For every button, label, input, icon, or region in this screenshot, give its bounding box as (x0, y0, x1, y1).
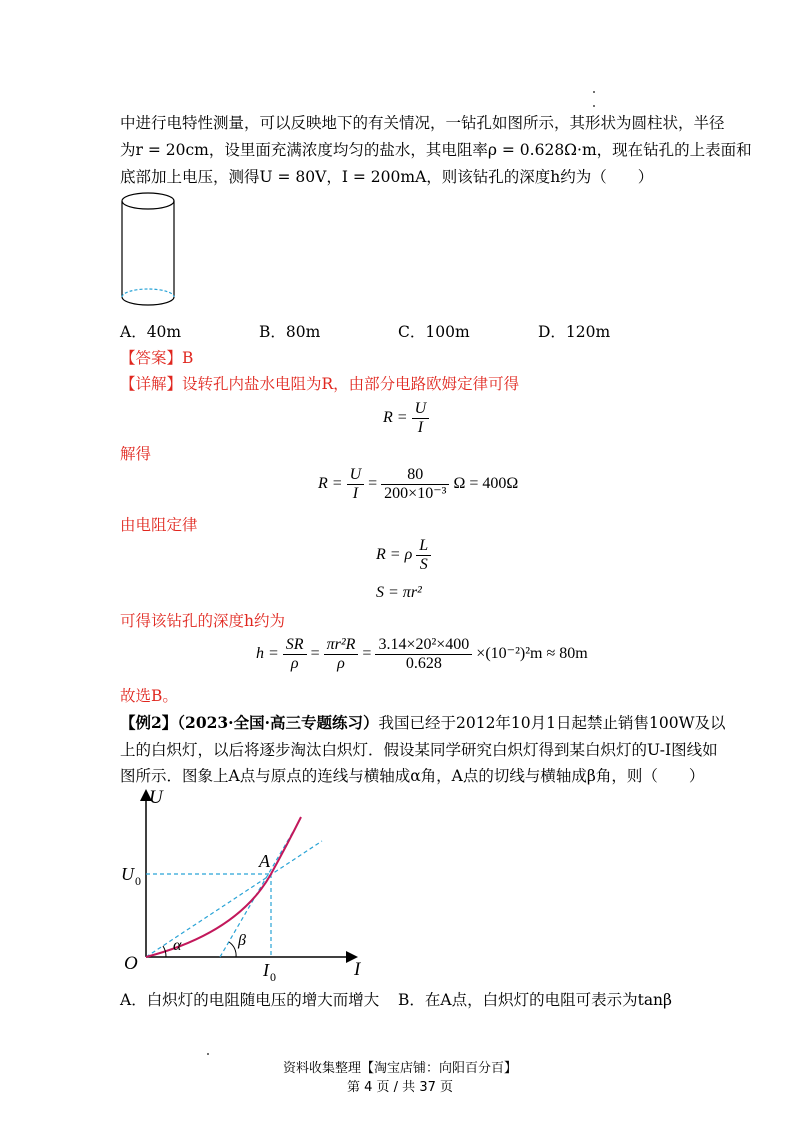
equation-area: S = πr² (376, 584, 422, 601)
i-axis-label: I (354, 959, 361, 980)
detail-line: 【详解】设转孔内盐水电阻为R，由部分电路欧姆定律可得 (120, 375, 520, 393)
i0-label: I (263, 960, 269, 980)
beta-arc (229, 942, 236, 957)
option-b: B．80m (259, 323, 321, 341)
example2-line1-text: 我国已经于2012年10月1日起禁止销售100W及以 (378, 714, 726, 732)
equation-resistivity: R = ρ $\frac{L}{S}$ (376, 537, 431, 574)
example2-tag: 【例2】 (120, 713, 178, 732)
equation-depth: h = $\frac{SR}{\rho}$ = $\frac{\text{πr²R}}{\rho}$ = $\frac{\text{3.14×20²×400}}{0.628}$ ×(10⁻²)²m ≈ 80m (256, 636, 588, 672)
decorative-dot (207, 1053, 209, 1055)
origin-label: O (124, 953, 138, 974)
u-i-graph (118, 785, 378, 985)
problem1-line1: 中进行电特性测量，可以反映地下的有关情况，一钻孔如图所示，其形状为圆柱状，半径 (120, 114, 725, 132)
beta-label: β (238, 932, 246, 949)
solve-label: 解得 (120, 445, 152, 463)
i0-subscript: 0 (270, 970, 276, 984)
u-axis-label: U (149, 787, 163, 808)
conclusion-line: 故选B。 (120, 687, 178, 705)
decorative-dot (593, 91, 595, 93)
problem1-line2: 为r = 20cm，设里面充满浓度均匀的盐水，其电阻率ρ = 0.628Ω·m，现在钻孔的上表面和 (120, 141, 752, 159)
footer-page-number: 第 4 页 / 共 37 页 (347, 1080, 453, 1095)
depth-label: 可得该钻孔的深度h约为 (120, 612, 285, 630)
u-i-curve (146, 817, 301, 957)
problem1-line3: 底部加上电压，测得U = 80V，I = 200mA，则该钻孔的深度h约为（ ） (120, 168, 654, 186)
example2-option-b: B．在A点，白炽灯的电阻可表示为tanβ (398, 991, 672, 1009)
option-d: D．120m (538, 323, 611, 341)
example2-line3: 图所示．图象上A点与原点的连线与横轴成α角，A点的切线与横轴成β角，则（ ） (120, 767, 705, 785)
equation-resistance-value: R = $\frac{U}{I}$ = $\frac{80}{\text{200×10⁻³}}$ Ω = 400Ω (318, 466, 519, 502)
example2-line2: 上的白炽灯，以后将逐步淘汰白炽灯．假设某同学研究白炽灯得到某白炽灯的U-I图线如 (120, 741, 718, 759)
option-c: C．100m (398, 323, 470, 341)
footer-source: 资料收集整理【淘宝店铺：向阳百分百】 (282, 1061, 517, 1076)
point-a-label: A (259, 851, 270, 871)
example2-line1 (120, 713, 726, 733)
law-label: 由电阻定律 (120, 516, 198, 534)
example2-source: （2023·全国·高三专题练习） (177, 713, 379, 732)
cylinder-figure (118, 190, 180, 312)
u0-label: U (121, 864, 134, 884)
equation-ohm: R = $\frac{U}{I}$ (383, 400, 429, 437)
u0-subscript: 0 (135, 874, 141, 888)
answer-line: 【答案】B (120, 349, 194, 367)
decorative-dot (593, 105, 595, 107)
example2-option-a: A．白炽灯的电阻随电压的增大而增大 (120, 991, 380, 1009)
option-a: A．40m (120, 323, 182, 341)
alpha-label: α (173, 937, 182, 954)
